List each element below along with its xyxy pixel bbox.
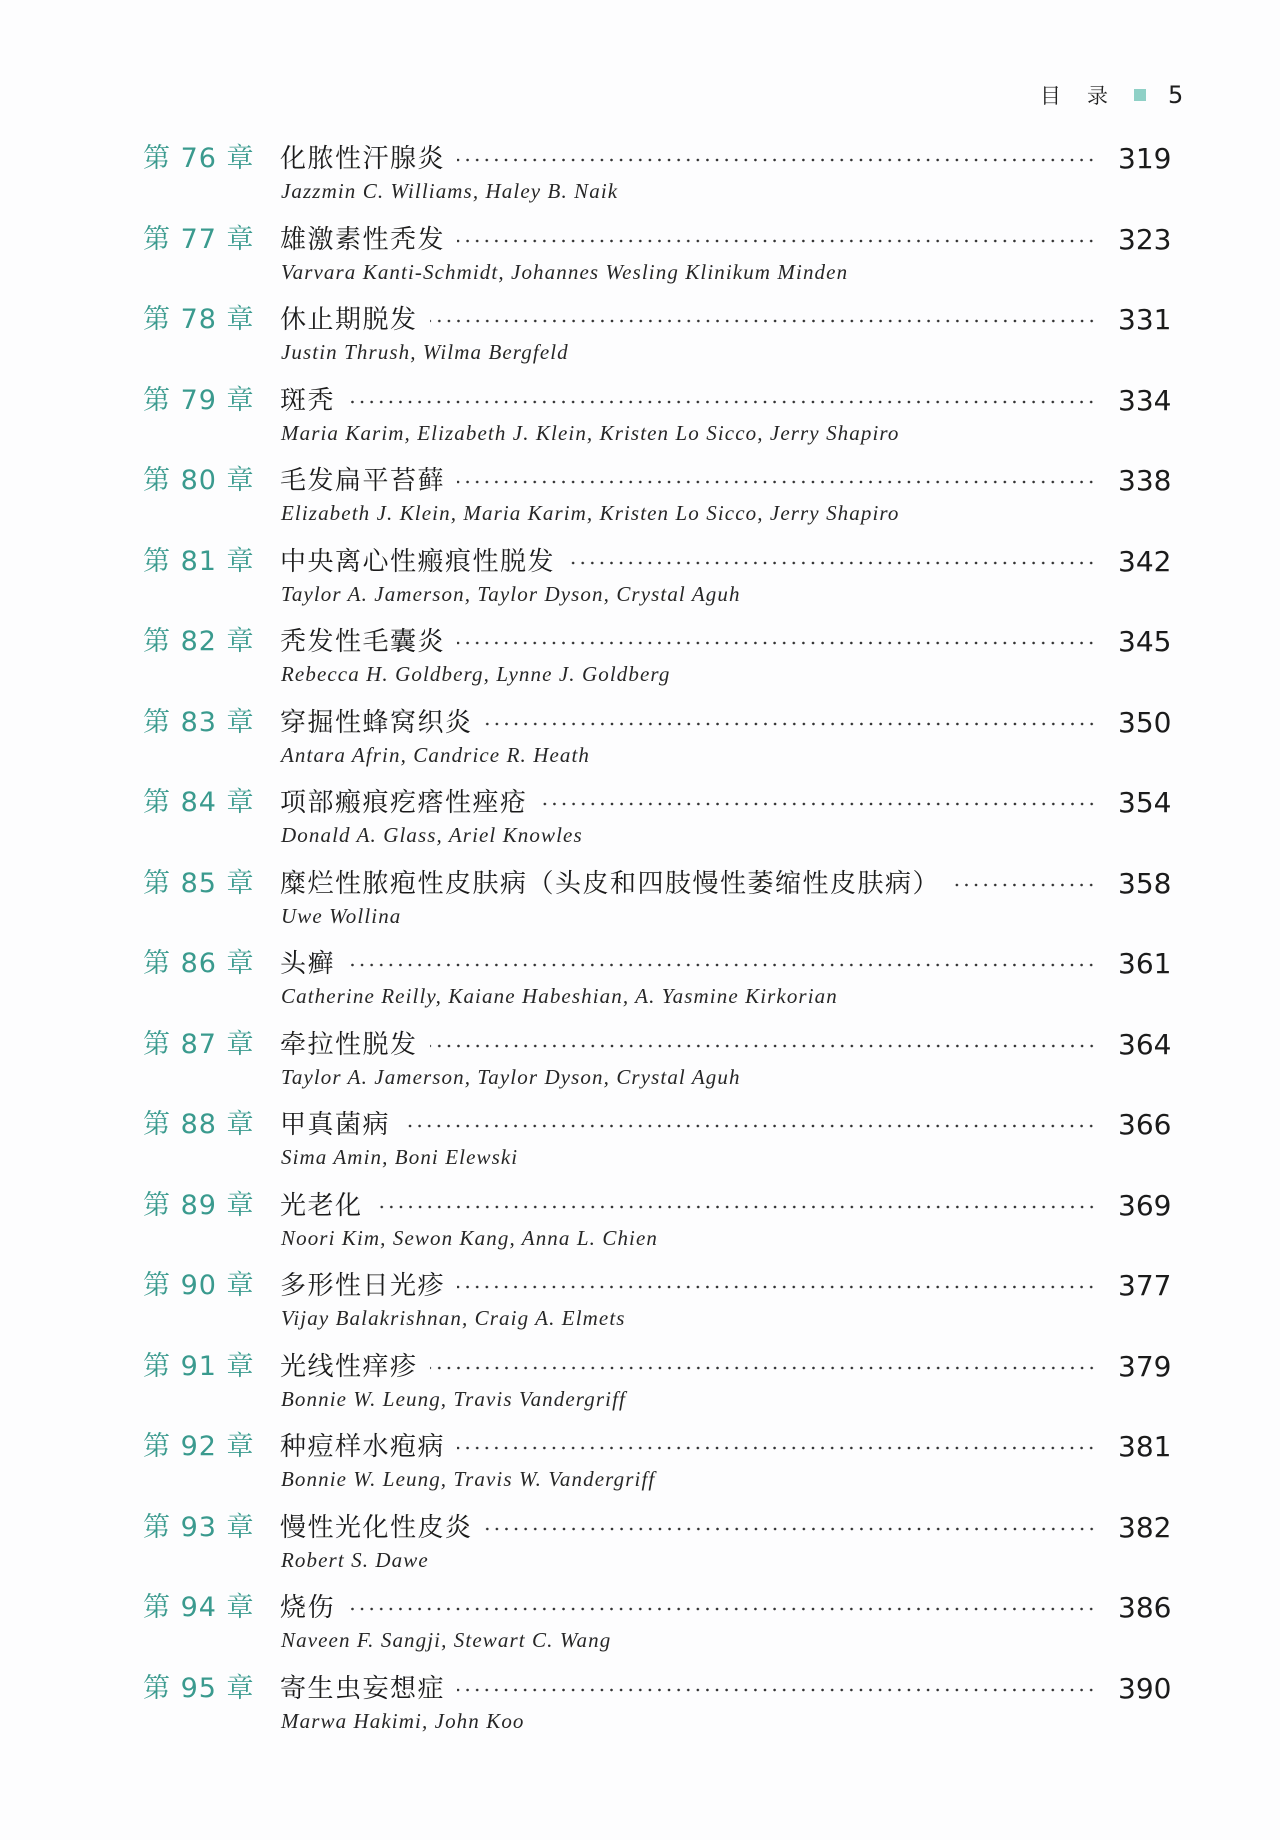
dot-leader bbox=[457, 157, 1096, 163]
dot-leader bbox=[457, 1284, 1096, 1290]
toc-entry[interactable] bbox=[0, 1589, 1280, 1670]
chapter-title[interactable]: 慢性光化性皮炎 bbox=[280, 1512, 473, 1543]
toc-entry[interactable] bbox=[0, 623, 1280, 704]
chapter-title[interactable]: 多形性日光疹 bbox=[280, 1271, 446, 1301]
toc-entry-title-line bbox=[280, 384, 1176, 418]
dot-leader bbox=[485, 721, 1096, 727]
chapter-authors: Vijay Balakrishnan, Craig A. Elmets bbox=[281, 1306, 626, 1330]
chapter-authors: Robert S. Dawe bbox=[281, 1547, 429, 1572]
toc-entry[interactable] bbox=[0, 462, 1280, 543]
chapter-number: 第 91 章 bbox=[143, 1350, 255, 1382]
chapter-number: 第 94 章 bbox=[143, 1592, 255, 1623]
chapter-number: 第 88 章 bbox=[143, 1109, 255, 1140]
chapter-number: 第 82 章 bbox=[143, 626, 255, 657]
running-header bbox=[1040, 78, 1183, 112]
chapter-number: 第 86 章 bbox=[143, 948, 255, 979]
chapter-title[interactable]: 雄激素性秃发 bbox=[280, 224, 446, 255]
chapter-number: 第 79 章 bbox=[143, 384, 255, 416]
toc-entry-title-line bbox=[280, 545, 1176, 579]
toc-entry[interactable] bbox=[0, 1106, 1280, 1187]
chapter-authors: Donald A. Glass, Ariel Knowles bbox=[281, 823, 583, 847]
chapter-page-number[interactable]: 382 bbox=[1118, 1510, 1172, 1544]
chapter-title[interactable]: 种痘样水疱病 bbox=[280, 1432, 446, 1462]
toc-entry[interactable] bbox=[0, 543, 1280, 624]
chapter-page-number[interactable]: 334 bbox=[1118, 383, 1172, 417]
toc-entry[interactable] bbox=[0, 1509, 1280, 1590]
dot-leader bbox=[952, 882, 1096, 888]
chapter-number: 第 83 章 bbox=[143, 706, 255, 738]
chapter-page-number[interactable]: 342 bbox=[1118, 544, 1172, 578]
chapter-title[interactable]: 穿掘性蜂窝织炎 bbox=[280, 707, 473, 738]
chapter-authors: Varvara Kanti-Schmidt, Johannes Wesling Klinikum Minden bbox=[281, 259, 849, 284]
dot-leader bbox=[430, 1365, 1096, 1371]
toc-entry[interactable] bbox=[0, 1348, 1280, 1429]
toc-entry-title-line bbox=[280, 625, 1176, 659]
toc-entry[interactable] bbox=[0, 301, 1280, 382]
chapter-title[interactable]: 秃发性毛囊炎 bbox=[280, 627, 446, 657]
toc-entry-title-line bbox=[280, 706, 1176, 740]
chapter-page-number[interactable]: 319 bbox=[1118, 142, 1172, 175]
chapter-authors: Justin Thrush, Wilma Bergfeld bbox=[281, 340, 569, 364]
dot-leader bbox=[457, 479, 1096, 485]
chapter-number: 第 89 章 bbox=[143, 1189, 255, 1221]
toc-entry[interactable] bbox=[0, 1670, 1280, 1751]
chapter-number: 第 77 章 bbox=[143, 223, 255, 255]
chapter-number: 第 90 章 bbox=[143, 1270, 255, 1301]
chapter-authors: Naveen F. Sangji, Stewart C. Wang bbox=[281, 1628, 612, 1652]
chapter-title[interactable]: 糜烂性脓疱性皮肤病（头皮和四肢慢性萎缩性皮肤病） bbox=[280, 868, 941, 899]
dot-leader bbox=[567, 560, 1096, 566]
chapter-page-number[interactable]: 369 bbox=[1118, 1188, 1172, 1222]
chapter-page-number[interactable]: 366 bbox=[1118, 1108, 1172, 1141]
chapter-title[interactable]: 头癣 bbox=[280, 949, 336, 979]
chapter-page-number[interactable]: 323 bbox=[1118, 222, 1172, 256]
toc-entry-title-line bbox=[280, 1511, 1176, 1545]
chapter-page-number[interactable]: 377 bbox=[1118, 1269, 1172, 1302]
toc-entry[interactable] bbox=[0, 704, 1280, 785]
table-of-contents bbox=[0, 140, 1280, 1750]
chapter-title[interactable]: 斑秃 bbox=[280, 385, 336, 416]
dot-leader bbox=[540, 801, 1096, 807]
chapter-number: 第 95 章 bbox=[143, 1672, 255, 1704]
dot-leader bbox=[457, 238, 1096, 244]
chapter-page-number[interactable]: 338 bbox=[1118, 464, 1172, 497]
chapter-page-number[interactable]: 386 bbox=[1118, 1591, 1172, 1624]
chapter-title[interactable]: 光老化 bbox=[280, 1190, 363, 1221]
toc-entry-title-line bbox=[280, 1269, 1176, 1303]
toc-entry-title-line bbox=[280, 464, 1176, 498]
chapter-authors: Uwe Wollina bbox=[281, 903, 402, 928]
toc-entry-title-line bbox=[280, 1189, 1176, 1223]
chapter-authors: Taylor A. Jamerson, Taylor Dyson, Crystal Aguh bbox=[281, 581, 741, 606]
toc-entry-title-line bbox=[280, 1028, 1176, 1062]
dot-leader bbox=[457, 1687, 1096, 1693]
chapter-page-number[interactable]: 390 bbox=[1118, 1671, 1172, 1705]
toc-entry-title-line bbox=[280, 1108, 1176, 1142]
chapter-title[interactable]: 中央离心性瘢痕性脱发 bbox=[280, 546, 556, 577]
toc-entry-title-line bbox=[280, 867, 1176, 901]
dot-leader bbox=[347, 399, 1096, 405]
toc-entry[interactable] bbox=[0, 784, 1280, 865]
chapter-number: 第 92 章 bbox=[143, 1431, 255, 1462]
chapter-page-number[interactable]: 381 bbox=[1118, 1430, 1172, 1463]
toc-entry-title-line bbox=[280, 142, 1176, 176]
chapter-number: 第 87 章 bbox=[143, 1028, 255, 1060]
toc-entry-title-line bbox=[280, 303, 1176, 337]
chapter-authors: Bonnie W. Leung, Travis Vandergriff bbox=[281, 1386, 626, 1411]
chapter-number: 第 76 章 bbox=[143, 143, 255, 174]
chapter-authors: Catherine Reilly, Kaiane Habeshian, A. Yasmine Kirkorian bbox=[281, 984, 838, 1008]
dot-leader bbox=[430, 1043, 1096, 1049]
toc-entry[interactable] bbox=[0, 1267, 1280, 1348]
chapter-title[interactable]: 烧伤 bbox=[280, 1593, 336, 1623]
chapter-title[interactable]: 牵拉性脱发 bbox=[280, 1029, 418, 1060]
chapter-number: 第 84 章 bbox=[143, 787, 255, 818]
toc-entry-title-line bbox=[280, 1591, 1176, 1625]
header-section-title-char-1: 目 bbox=[1040, 84, 1061, 108]
toc-entry-title-line bbox=[280, 1430, 1176, 1464]
chapter-number: 第 93 章 bbox=[143, 1511, 255, 1543]
chapter-title[interactable]: 毛发扁平苔藓 bbox=[280, 466, 446, 496]
chapter-title[interactable]: 寄生虫妄想症 bbox=[280, 1673, 446, 1704]
chapter-title[interactable]: 化脓性汗腺炎 bbox=[280, 144, 446, 174]
toc-entry[interactable] bbox=[0, 382, 1280, 463]
chapter-number: 第 78 章 bbox=[143, 304, 255, 335]
page-number: 5 bbox=[1168, 81, 1184, 109]
dot-leader bbox=[457, 1445, 1096, 1451]
chapter-page-number[interactable]: 331 bbox=[1118, 303, 1172, 336]
toc-entry-title-line bbox=[280, 786, 1176, 820]
chapter-page-number[interactable]: 364 bbox=[1118, 1027, 1172, 1061]
chapter-authors: Noori Kim, Sewon Kang, Anna L. Chien bbox=[281, 1225, 658, 1250]
toc-entry[interactable] bbox=[0, 221, 1280, 302]
chapter-page-number[interactable]: 358 bbox=[1118, 866, 1172, 900]
chapter-title[interactable]: 项部瘢痕疙瘩性痤疮 bbox=[280, 788, 528, 818]
chapter-authors: Bonnie W. Leung, Travis W. Vandergriff bbox=[281, 1467, 656, 1491]
chapter-page-number[interactable]: 361 bbox=[1118, 947, 1172, 980]
dot-leader bbox=[375, 1204, 1096, 1210]
header-section-title-char-2: 录 bbox=[1087, 84, 1108, 108]
chapter-number: 第 80 章 bbox=[143, 465, 255, 496]
header-square-icon bbox=[1134, 89, 1146, 101]
chapter-authors: Jazzmin C. Williams, Haley B. Naik bbox=[281, 179, 619, 203]
chapter-number: 第 81 章 bbox=[143, 545, 255, 577]
chapter-authors: Sima Amin, Boni Elewski bbox=[281, 1145, 519, 1169]
toc-entry-title-line bbox=[280, 1672, 1176, 1706]
chapter-title[interactable]: 光线性痒疹 bbox=[280, 1351, 418, 1382]
toc-entry[interactable] bbox=[0, 945, 1280, 1026]
chapter-authors: Antara Afrin, Candrice R. Heath bbox=[281, 742, 591, 767]
chapter-authors: Maria Karim, Elizabeth J. Klein, Kristen Lo Sicco, Jerry Shapiro bbox=[281, 420, 900, 445]
dot-leader bbox=[485, 1526, 1096, 1532]
dot-leader bbox=[430, 318, 1096, 324]
toc-entry[interactable] bbox=[0, 1187, 1280, 1268]
chapter-authors: Marwa Hakimi, John Koo bbox=[281, 1708, 525, 1733]
chapter-page-number[interactable]: 350 bbox=[1118, 705, 1172, 739]
toc-entry[interactable] bbox=[0, 140, 1280, 221]
dot-leader bbox=[347, 962, 1096, 968]
dot-leader bbox=[347, 1606, 1096, 1612]
toc-entry[interactable] bbox=[0, 1428, 1280, 1509]
chapter-authors: Elizabeth J. Klein, Maria Karim, Kristen Lo Sicco, Jerry Shapiro bbox=[281, 501, 900, 525]
toc-entry-title-line bbox=[280, 1350, 1176, 1384]
chapter-authors: Taylor A. Jamerson, Taylor Dyson, Crystal Aguh bbox=[281, 1064, 741, 1089]
toc-entry-title-line bbox=[280, 947, 1176, 981]
toc-entry[interactable] bbox=[0, 865, 1280, 946]
chapter-authors: Rebecca H. Goldberg, Lynne J. Goldberg bbox=[281, 662, 671, 686]
chapter-number: 第 85 章 bbox=[143, 867, 255, 899]
chapter-page-number[interactable]: 345 bbox=[1118, 625, 1172, 658]
chapter-title[interactable]: 休止期脱发 bbox=[280, 305, 418, 335]
toc-entry[interactable] bbox=[0, 1026, 1280, 1107]
dot-leader bbox=[402, 1123, 1096, 1129]
chapter-page-number[interactable]: 379 bbox=[1118, 1349, 1172, 1383]
chapter-title[interactable]: 甲真菌病 bbox=[280, 1110, 391, 1140]
dot-leader bbox=[457, 640, 1096, 646]
toc-entry-title-line bbox=[280, 223, 1176, 257]
chapter-page-number[interactable]: 354 bbox=[1118, 786, 1172, 819]
